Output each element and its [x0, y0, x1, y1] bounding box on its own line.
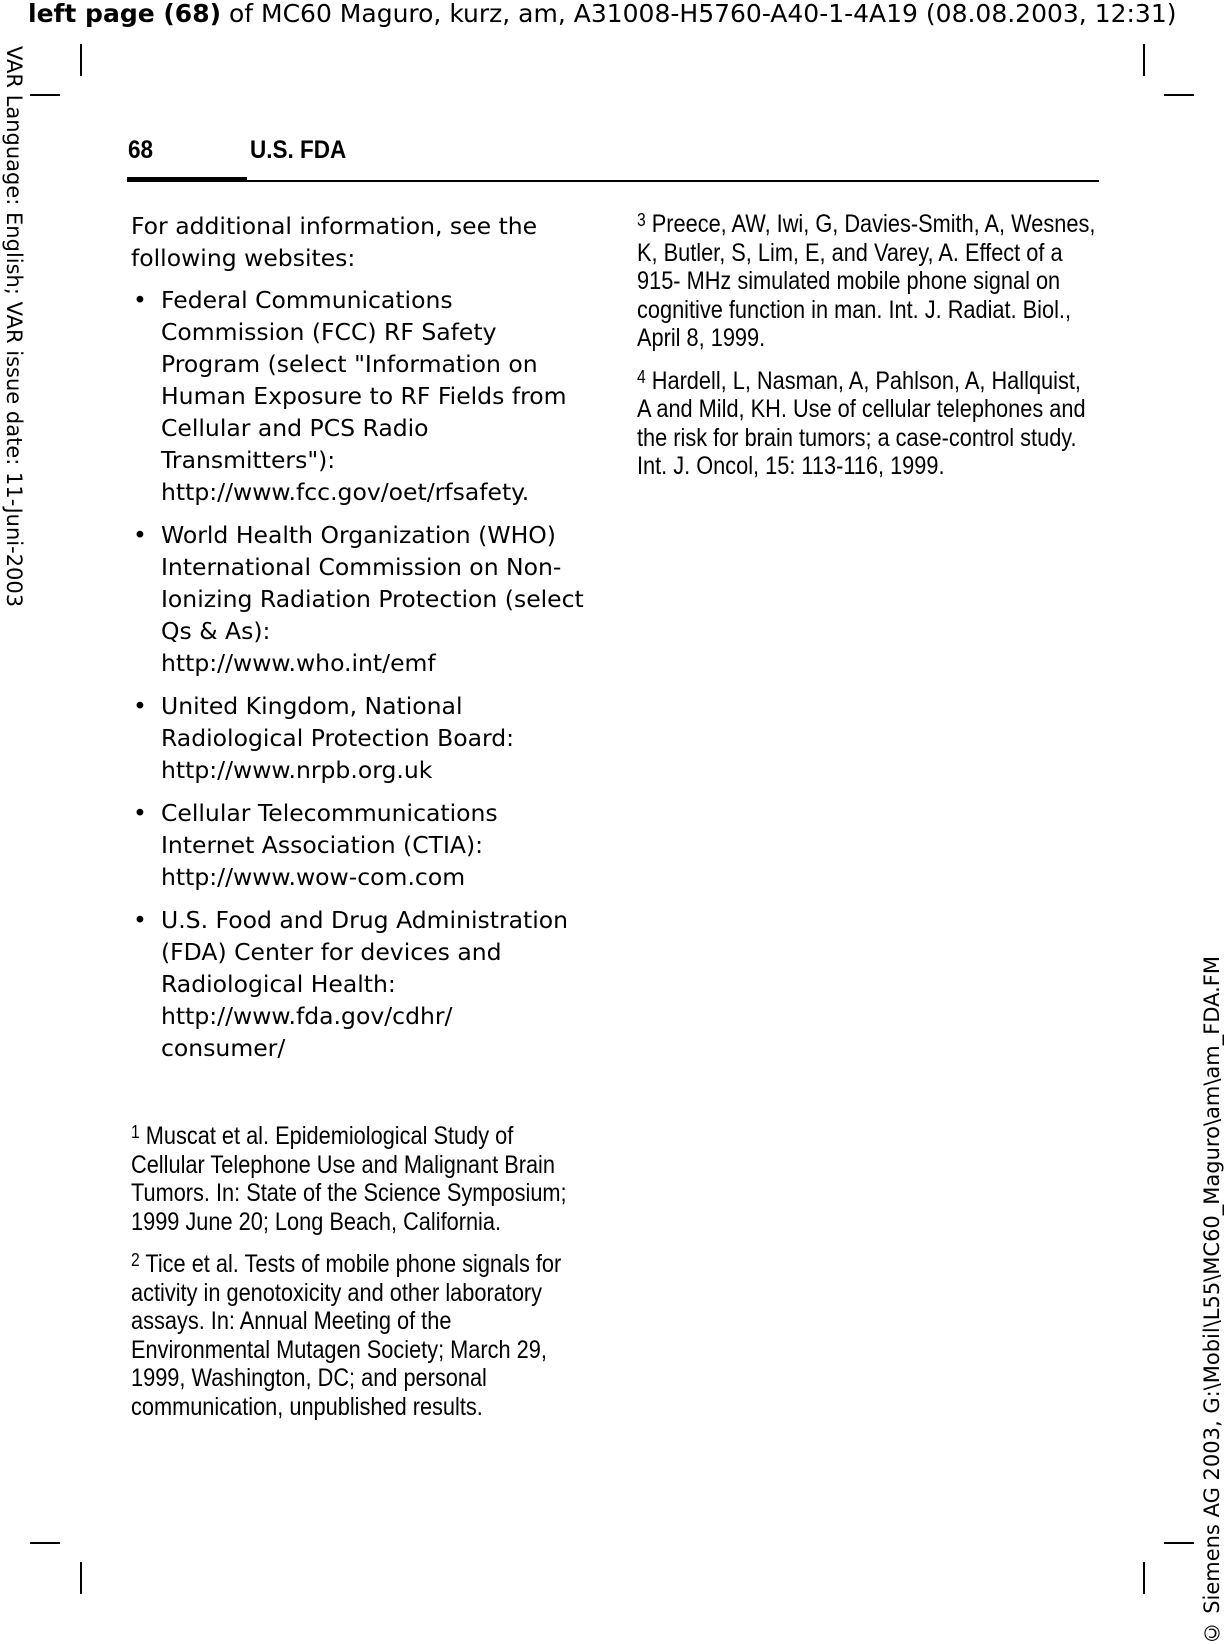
footnote — [637, 210, 1098, 353]
bullet-icon: • — [133, 286, 147, 314]
list-item — [131, 904, 591, 1064]
footnote-number: 1 — [131, 1122, 140, 1142]
footnotes-left — [131, 1122, 601, 1435]
right-column — [637, 210, 1097, 495]
footnote-text: Preece, AW, Iwi, G, Davies-Smith, A, Wesnes, K, Butler, S, Lim, E, and Varey, A. Effect of a 915- MHz simulated mobile phone signal on cognitive function in man. Int. J. Radiat. Biol., April 8, 1999. — [637, 210, 1096, 352]
footnote-text: Tice et al. Tests of mobile phone signals for activity in genotoxicity and other laboratory assays. In: Annual Meeting of the Environmental Mutagen Society; March 29, 1999, Washington, DC; and personal communication, unpublished results. — [131, 1250, 562, 1421]
frame-title-rest: of MC60 Maguro, kurz, am, A31008-H5760-A40-1-4A19 (08.08.2003, 12:31) — [221, 0, 1177, 28]
website-url[interactable]: http://www.nrpb.org.uk — [161, 756, 433, 784]
list-item — [131, 284, 591, 508]
crop-mark — [1143, 1562, 1145, 1594]
crop-mark — [1164, 1542, 1194, 1544]
left-column — [131, 210, 591, 1075]
footnote-number: 3 — [637, 210, 646, 230]
website-description: World Health Organization (WHO) International Commission on Non-Ionizing Radiation Protection (select Qs & As): — [161, 521, 584, 645]
crop-mark — [30, 1542, 60, 1544]
bullet-icon: • — [133, 799, 147, 827]
website-list — [131, 284, 591, 1064]
website-url[interactable]: http://www.wow-com.com — [161, 863, 466, 891]
side-text-left: VAR Language: English; VAR issue date: 11-Juni-2003 — [2, 46, 26, 608]
crop-mark — [80, 1562, 82, 1594]
crop-mark — [80, 44, 82, 76]
list-item — [131, 797, 591, 893]
crop-mark — [30, 94, 60, 96]
bullet-icon: • — [133, 692, 147, 720]
intro-paragraph: For additional information, see the following websites: — [131, 212, 538, 272]
website-url[interactable]: http://www.fda.gov/cdhr/ consumer/ — [161, 1002, 453, 1062]
page-title: U.S. FDA — [250, 136, 347, 164]
footnote-text: Muscat et al. Epidemiological Study of Cellular Telephone Use and Malignant Brain Tumors. In: State of the Science Symposium; 1999 June 20; Long Beach, California. — [131, 1122, 567, 1236]
website-description: U.S. Food and Drug Administration (FDA) Center for devices and Radiological Health: — [161, 906, 569, 998]
footnote — [131, 1250, 592, 1421]
header-rule-accent — [127, 177, 247, 182]
website-url[interactable]: http://www.fcc.gov/oet/rfsafety. — [161, 478, 530, 506]
website-description: Federal Communications Commission (FCC) RF Safety Program (select "Information on Human Exposure to RF Fields from Cellular and PCS Radio Transmitters"): — [161, 286, 567, 474]
side-text-right: © Siemens AG 2003, G:\Mobil\L55\MC60_Maguro\am\am_FDA.FM — [1200, 955, 1224, 1644]
website-url[interactable]: http://www.who.int/emf — [161, 649, 436, 677]
page-number: 68 — [128, 136, 154, 164]
footnote — [637, 367, 1098, 481]
frame-title — [28, 0, 1208, 28]
crop-mark — [1164, 94, 1194, 96]
bullet-icon: • — [133, 521, 147, 549]
header-rule — [127, 180, 1099, 182]
website-description: Cellular Telecommunications Internet Association (CTIA): — [161, 799, 498, 859]
list-item — [131, 519, 591, 679]
frame-title-bold: left page (68) — [28, 0, 222, 28]
list-item — [131, 690, 591, 786]
website-description: United Kingdom, National Radiological Protection Board: — [161, 692, 515, 752]
footnote-text: Hardell, L, Nasman, A, Pahlson, A, Hallquist, A and Mild, KH. Use of cellular telephones and the risk for brain tumors; a case-control study. Int. J. Oncol, 15: 113-116, 1999. — [637, 366, 1086, 480]
footnote-number: 4 — [637, 366, 646, 387]
crop-mark — [1143, 44, 1145, 76]
footnote — [131, 1122, 592, 1236]
footnote-number: 2 — [131, 1250, 140, 1270]
bullet-icon: • — [133, 906, 147, 934]
